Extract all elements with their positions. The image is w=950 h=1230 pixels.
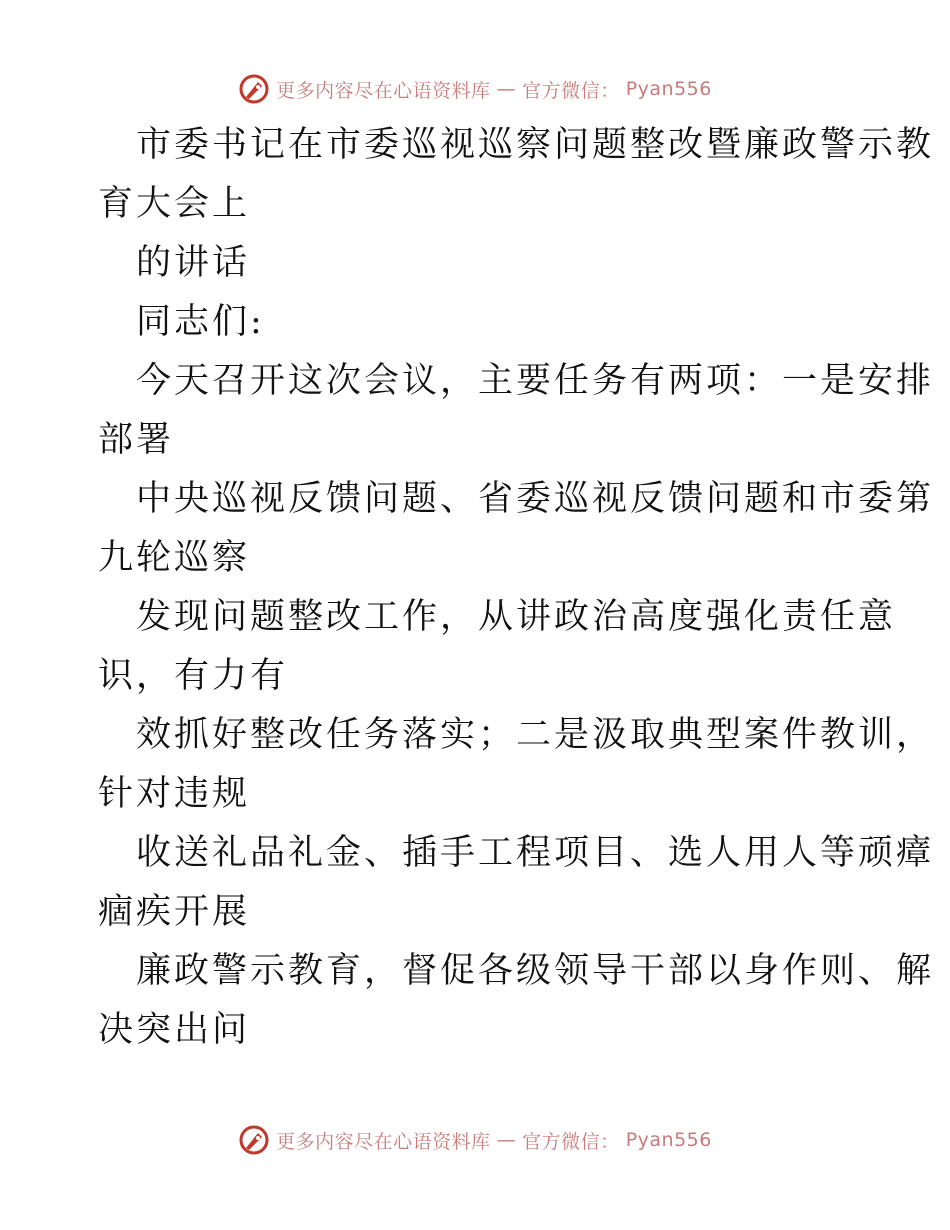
text-line: 的讲话 [136, 243, 251, 283]
text-line: 九轮巡察 [98, 538, 251, 578]
text-line: 痼疾开展 [98, 892, 251, 932]
text-line: 收送礼品礼金、插手工程项目、选人用人等顽瘴 [136, 833, 935, 873]
watermark-brand-text: 更多内容尽在心语资料库 [276, 1130, 491, 1153]
watermark-account: Pyan556 [625, 78, 712, 100]
text-line: 针对违规 [98, 774, 251, 814]
text-line: 发现问题整改工作，从讲政治高度强化责任意 [136, 597, 897, 637]
watermark-separator: — [496, 1129, 517, 1151]
text-line: 市委书记在市委巡视巡察问题整改暨廉政警示教 [136, 125, 935, 165]
text-line: 效抓好整改任务落实；二是汲取典型案件教训， [136, 715, 935, 755]
watermark-separator: — [496, 78, 517, 100]
pen-nib-logo-icon [238, 73, 270, 105]
watermark-wechat-label: 官方微信： [522, 79, 620, 102]
text-line: 廉政警示教育，督促各级领导干部以身作则、解 [136, 951, 935, 991]
pen-nib-logo-icon [238, 1124, 270, 1156]
text-line: 部署 [98, 420, 175, 460]
text-line: 育大会上 [98, 184, 251, 224]
footer-watermark [0, 1122, 950, 1158]
text-line: 今天召开这次会议，主要任务有两项：一是安排 [136, 361, 935, 401]
text-line: 中央巡视反馈问题、省委巡视反馈问题和市委第 [136, 479, 935, 519]
header-watermark [0, 71, 950, 107]
text-line: 决突出问 [98, 1010, 251, 1050]
text-line: 同志们: [136, 302, 265, 342]
watermark-wechat-label: 官方微信： [522, 1130, 620, 1153]
watermark-brand-text: 更多内容尽在心语资料库 [276, 79, 491, 102]
watermark-account: Pyan556 [625, 1129, 712, 1151]
text-line: 识，有力有 [98, 656, 289, 696]
